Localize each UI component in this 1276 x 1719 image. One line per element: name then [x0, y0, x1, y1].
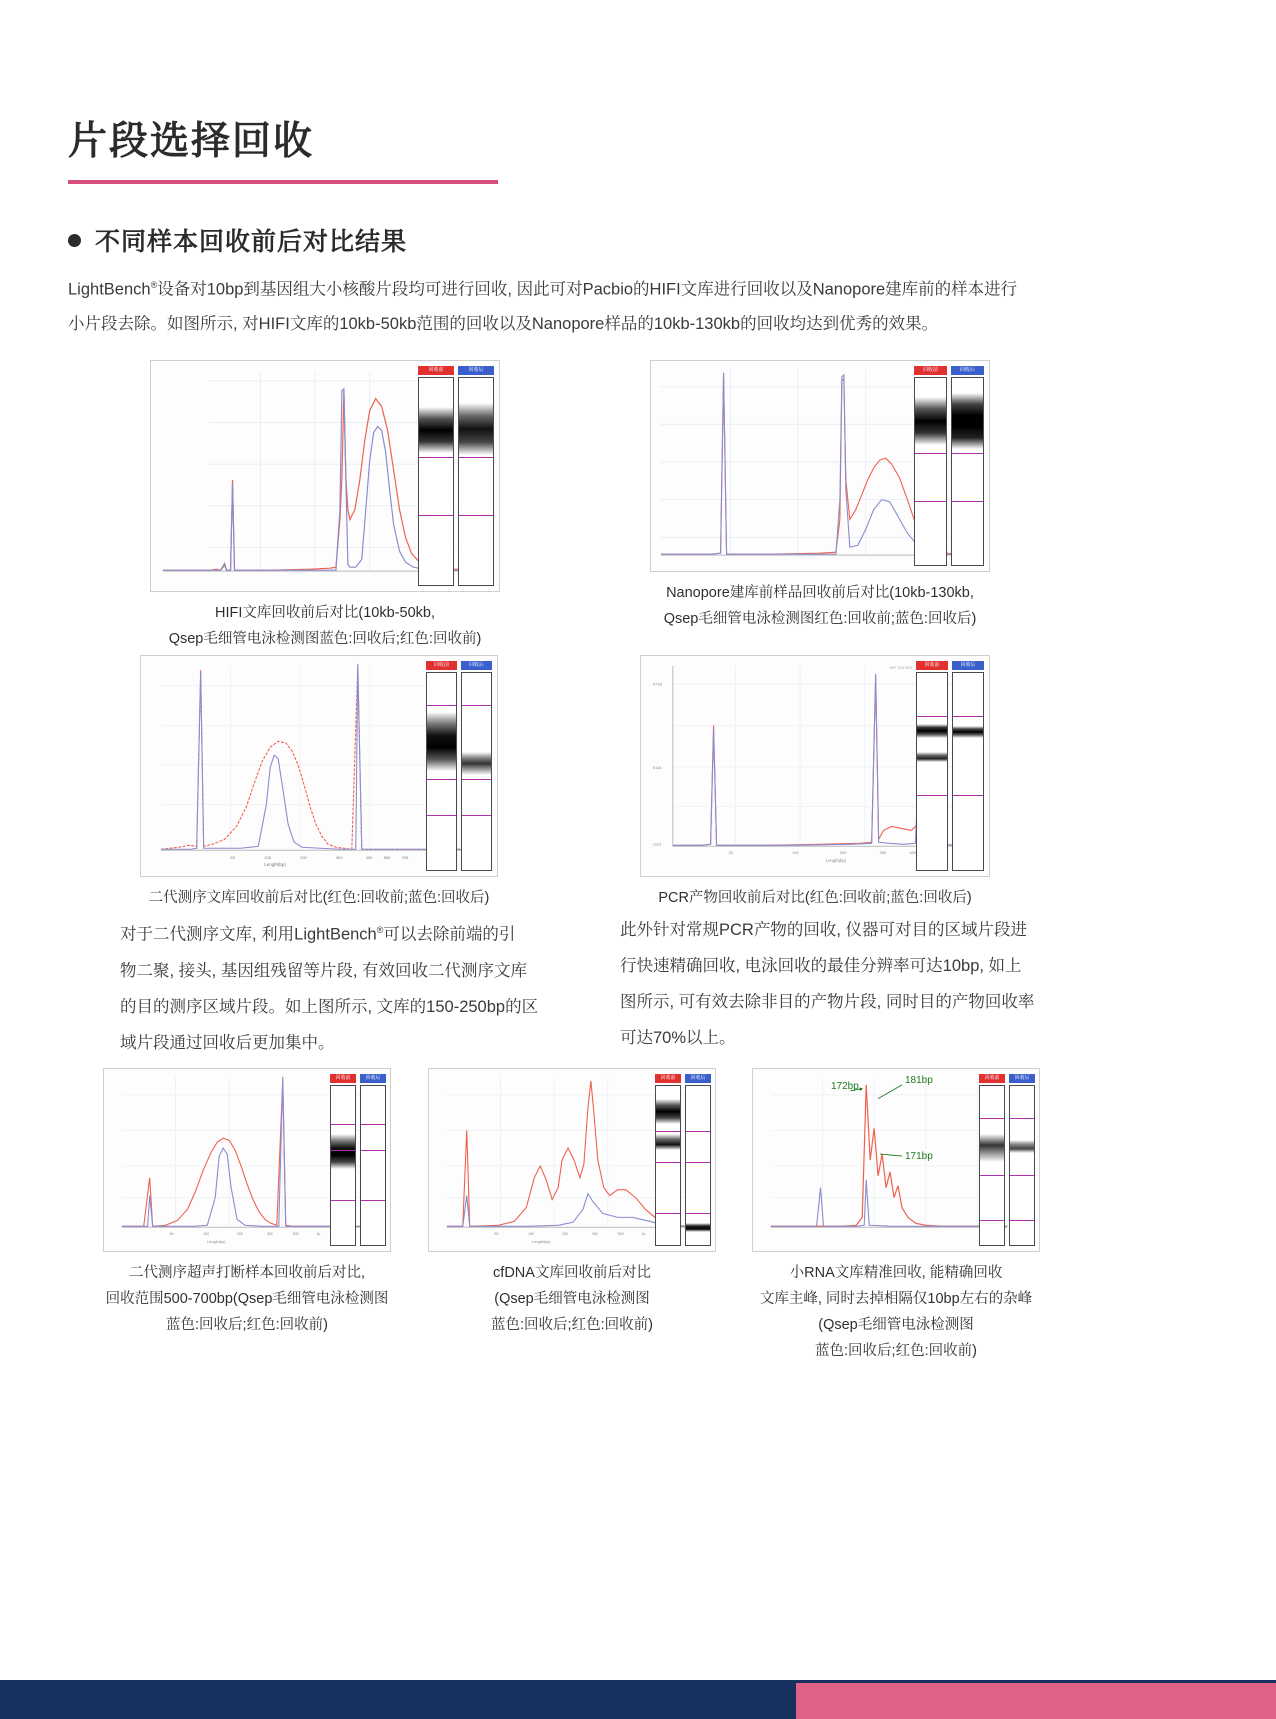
caption-line-1: 小RNA文库精准回收, 能精确回收 [789, 1265, 1003, 1281]
annotation-181bp: 181bp [905, 1075, 933, 1086]
gel-panel-5 [330, 1074, 386, 1246]
caption-line-2: 文库主峰, 同时去掉相隔仅10bp左右的杂峰 [759, 1291, 1033, 1307]
intro-paragraph [68, 268, 1078, 341]
left-line-1: 对于二代测序文库, 利用LightBench®可以去除前端的引 [120, 925, 516, 944]
section-heading [68, 222, 407, 258]
caption-line-1: 二代测序超声打断样本回收前后对比, [128, 1265, 366, 1281]
svg-text:1k: 1k [316, 1232, 321, 1237]
gel-column-after-1 [458, 366, 494, 586]
title-underline-rule [68, 180, 498, 184]
figure-cfdna-library [428, 1068, 716, 1338]
figure-ngs-library-caption [140, 885, 498, 911]
figure-sonication-sample-caption [103, 1260, 391, 1338]
gel-column-before-6 [655, 1074, 681, 1246]
left-line-2: 物二聚, 接头, 基因组残留等片段, 有效回收二代测序文库 [120, 961, 528, 980]
caption-line-2: Qsep毛细管电泳检测图蓝色:回收后;红色:回收前) [168, 631, 482, 647]
figure-cfdna-library-caption [428, 1260, 716, 1338]
figure-hifi-library [150, 360, 500, 652]
series-before-7 [771, 1085, 1007, 1226]
svg-text:400: 400 [909, 850, 917, 856]
svg-text:300: 300 [879, 850, 887, 856]
gel-tag-after-6: 回收后 [685, 1074, 711, 1083]
caption-line-1: 二代测序文库回收前后对比(红色:回收前;蓝色:回收后) [148, 890, 490, 906]
gel-lane-after-7 [1009, 1085, 1035, 1246]
bullet-dot-icon [68, 234, 81, 247]
figure-sonication-sample [103, 1068, 391, 1338]
svg-text:Length(bp): Length(bp) [207, 1240, 226, 1245]
y-axis-ticks [653, 682, 663, 847]
svg-text:50: 50 [494, 1232, 499, 1237]
footer-accent-bar [796, 1683, 1276, 1719]
gel-column-after-7 [1009, 1074, 1035, 1246]
svg-text:50: 50 [169, 1232, 174, 1237]
gel-tag-before-1: 回收前 [418, 366, 454, 375]
gel-lane-before-6 [655, 1085, 681, 1246]
figure-sonication-sample-frame [103, 1068, 391, 1252]
body-text-right [620, 912, 1090, 1056]
plot-corner-label: HIFI TEA RED [889, 665, 913, 670]
svg-text:100: 100 [792, 850, 799, 856]
svg-text:Length(bp): Length(bp) [532, 1240, 551, 1245]
gel-panel-2 [914, 366, 984, 566]
svg-text:1113: 1113 [652, 841, 662, 847]
x-axis-ticks [495, 1232, 672, 1244]
gel-tag-before-2: 回收前 [914, 366, 947, 375]
x-axis-ticks [170, 1232, 347, 1244]
figure-small-rna-library-caption [752, 1260, 1040, 1364]
gel-lane-before-7 [979, 1085, 1005, 1246]
gel-panel-6 [655, 1074, 711, 1246]
gel-column-before-7 [979, 1074, 1005, 1246]
annotation-171bp: 171bp [905, 1151, 933, 1162]
svg-text:100: 100 [264, 855, 271, 861]
figure-cfdna-library-frame [428, 1068, 716, 1252]
section-heading-label: 不同样本回收前后对比结果 [95, 228, 408, 256]
svg-text:200: 200 [839, 850, 847, 856]
gel-lane-after-6 [685, 1085, 711, 1246]
caption-line-1: Nanopore建库前样品回收前后对比(10kb-130kb, [666, 585, 974, 601]
gel-panel-4 [916, 661, 984, 871]
svg-text:300: 300 [335, 855, 343, 861]
intro-line-2: 小片段去除。如图所示, 对HIFI文库的10kb-50kb范围的回收以及Nanopore样品的10kb-130kb的回收均达到优秀的效果。 [68, 314, 939, 333]
gel-tag-before-3: 回收前 [426, 661, 457, 670]
svg-text:100: 100 [203, 1232, 210, 1237]
svg-text:700: 700 [401, 855, 409, 861]
gel-lane-before-3 [426, 672, 457, 871]
series-after-7 [771, 1180, 1007, 1226]
gel-column-after-5 [360, 1074, 386, 1246]
gel-lane-before-5 [330, 1085, 356, 1246]
gel-tag-before-6: 回收前 [655, 1074, 681, 1083]
gel-column-before-3 [426, 661, 457, 871]
figure-pcr-product-frame [640, 655, 990, 877]
gel-lane-after-2 [951, 377, 984, 566]
right-line-2: 行快速精确回收, 电泳回收的最佳分辨率可达10bp, 如上 [620, 957, 1022, 975]
gel-tag-after-4: 回收后 [952, 661, 984, 670]
gel-tag-after-2: 回收后 [951, 366, 984, 375]
svg-text:9718: 9718 [652, 681, 662, 687]
gel-tag-after-3: 回收后 [461, 661, 492, 670]
svg-text:100: 100 [528, 1232, 535, 1237]
gel-column-after-2 [951, 366, 984, 566]
gel-column-after-4 [952, 661, 984, 871]
svg-text:500: 500 [383, 855, 391, 861]
page-number: 4 [1229, 1653, 1240, 1674]
caption-line-2: 回收范围500-700bp(Qsep毛细管电泳检测图 [105, 1291, 389, 1307]
intro-line-1: LightBench®设备对10bp到基因组大小核酸片段均可进行回收, 因此可对Pacbio的HIFI文库进行回收以及Nanopore建库前的样本进行 [68, 280, 1018, 299]
gel-tag-after-7: 回收后 [1009, 1074, 1035, 1083]
figure-ngs-library [140, 655, 498, 911]
svg-text:Length(bp): Length(bp) [264, 862, 286, 868]
gel-column-before-2 [914, 366, 947, 566]
svg-text:400: 400 [365, 855, 373, 861]
svg-text:300: 300 [266, 1232, 273, 1237]
annotation-172bp: 172bp [831, 1081, 859, 1092]
svg-text:200: 200 [562, 1232, 569, 1237]
caption-line-2: (Qsep毛细管电泳检测图 [494, 1291, 650, 1307]
svg-text:Length(bp): Length(bp) [825, 858, 847, 864]
svg-text:300: 300 [591, 1232, 598, 1237]
left-line-4: 域片段通过回收后更加集中。 [120, 1033, 335, 1052]
gel-lane-after-5 [360, 1085, 386, 1246]
gel-tag-after-5: 回收后 [360, 1074, 386, 1083]
svg-text:500: 500 [617, 1232, 624, 1237]
caption-line-3: 蓝色:回收后;红色:回收前) [491, 1317, 653, 1333]
gel-panel-3 [426, 661, 492, 871]
right-line-1: 此外针对常规PCR产物的回收, 仪器可对目的区域片段进 [620, 921, 1028, 939]
page-title: 片段选择回收 [68, 120, 315, 163]
gel-lane-after-1 [458, 377, 494, 586]
caption-line-1: HIFI文库回收前后对比(10kb-50kb, [215, 605, 435, 621]
gel-tag-before-5: 回收前 [330, 1074, 356, 1083]
figure-small-rna-library [752, 1068, 1040, 1364]
gel-column-before-1 [418, 366, 454, 586]
gel-tag-before-7: 回收前 [979, 1074, 1005, 1083]
caption-line-1: PCR产物回收前后对比(红色:回收前;蓝色:回收后) [658, 890, 972, 906]
figure-small-rna-library-frame [752, 1068, 1040, 1252]
figure-ngs-library-frame [140, 655, 498, 877]
caption-line-3: 蓝色:回收后;红色:回收前) [166, 1317, 328, 1333]
gel-column-before-5 [330, 1074, 356, 1246]
right-line-3: 图所示, 可有效去除非目的产物片段, 同时目的产物回收率 [620, 993, 1035, 1011]
gel-lane-before-4 [916, 672, 948, 871]
gel-column-before-4 [916, 661, 948, 871]
figure-nanopore-sample-caption [650, 580, 990, 632]
caption-line-1: cfDNA文库回收前后对比 [493, 1265, 651, 1281]
gel-tag-before-4: 回收前 [916, 661, 948, 670]
gel-panel-7 [979, 1074, 1035, 1246]
left-line-3: 的目的测序区域片段。如上图所示, 文库的150-250bp的区 [120, 997, 539, 1016]
svg-text:50: 50 [230, 855, 235, 861]
svg-text:200: 200 [300, 855, 307, 861]
gel-column-after-6 [685, 1074, 711, 1246]
caption-line-3: (Qsep毛细管电泳检测图 [818, 1317, 974, 1333]
gel-column-after-3 [461, 661, 492, 871]
figure-pcr-product-caption [640, 885, 990, 911]
gel-lane-before-2 [914, 377, 947, 566]
figure-nanopore-sample-frame [650, 360, 990, 572]
figure-hifi-library-frame [150, 360, 500, 592]
svg-text:5116: 5116 [652, 764, 662, 770]
figure-nanopore-sample [650, 360, 990, 632]
svg-text:200: 200 [237, 1232, 244, 1237]
figure-pcr-product [640, 655, 990, 911]
svg-text:20: 20 [728, 850, 733, 856]
gel-panel-1 [418, 366, 494, 586]
caption-line-2: Qsep毛细管电泳检测图红色:回收前;蓝色:回收后) [663, 611, 977, 627]
gel-tag-after-1: 回收后 [458, 366, 494, 375]
right-line-4: 可达70%以上。 [620, 1029, 736, 1047]
grid-lines [771, 1077, 1007, 1227]
gel-lane-before-1 [418, 377, 454, 586]
svg-text:500: 500 [292, 1232, 299, 1237]
body-text-left [120, 912, 590, 1061]
svg-text:1k: 1k [641, 1232, 646, 1237]
caption-line-4: 蓝色:回收后;红色:回收前) [815, 1343, 977, 1359]
gel-lane-after-3 [461, 672, 492, 871]
figure-hifi-library-caption [150, 600, 500, 652]
gel-lane-after-4 [952, 672, 984, 871]
